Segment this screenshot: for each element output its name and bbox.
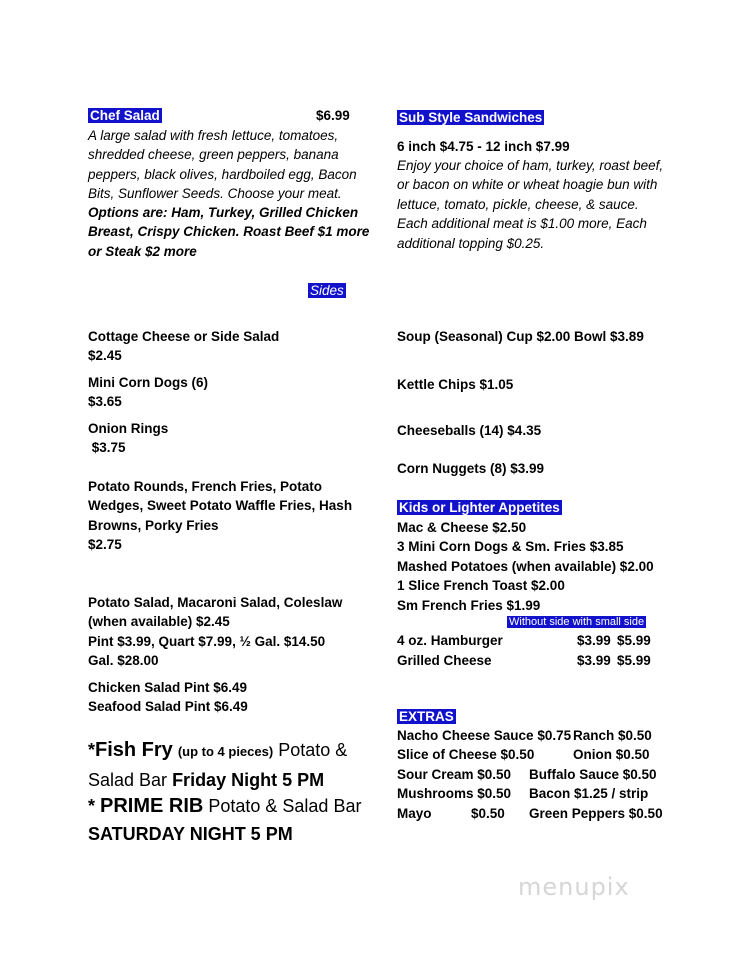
side-note-label: Without side with small side	[509, 616, 645, 628]
item-line: Potato Salad, Macaroni Salad, Coleslaw	[88, 595, 343, 610]
fish-fry-time: Friday Night 5 PM	[172, 770, 325, 790]
prime-rib-rest: Potato & Salad Bar	[203, 796, 362, 816]
kids-row-price-without: $3.99	[577, 633, 611, 648]
sides-heading	[308, 281, 346, 300]
chef-desc-line: Bits, Sunflower Seeds. Choose your meat.	[88, 186, 342, 202]
extras-table	[397, 726, 667, 826]
kettle-chips-item: Kettle Chips $1.05	[397, 377, 514, 392]
menupix-watermark: menupix	[518, 873, 630, 901]
extras-heading	[397, 707, 456, 726]
prime-rib-time: SATURDAY NIGHT 5 PM	[88, 824, 293, 844]
potato-sides-item	[88, 477, 352, 555]
prime-rib-name: PRIME RIB	[100, 795, 204, 817]
sub-description	[397, 156, 663, 253]
fish-fry-special	[88, 736, 347, 794]
kids-row-name: Grilled Cheese	[397, 653, 492, 668]
salad-pints-item	[88, 678, 248, 717]
kids-row-price-with: $5.99	[617, 633, 651, 648]
item-line: Browns, Porky Fries	[88, 517, 219, 533]
mini-corn-dogs-item	[88, 373, 208, 412]
chef-salad-price: $6.99	[316, 108, 350, 123]
extras-item: Sour Cream $0.50	[397, 766, 512, 782]
item-name: Mini Corn Dogs (6)	[88, 375, 208, 390]
sub-desc-line: Each additional meat is $1.00 more, Each	[397, 216, 647, 232]
extras-item: Slice of Cheese $0.50	[397, 747, 535, 763]
side-note	[507, 615, 646, 629]
item-name: Cottage Cheese or Side Salad	[88, 329, 280, 344]
kids-title: Kids or Lighter Appetites	[399, 500, 560, 515]
chef-options-line: Breast, Crispy Chicken. Roast Beef $1 more	[88, 224, 370, 240]
sub-desc-line: lettuce, tomato, pickle, cheese, & sauce.	[397, 196, 639, 212]
chef-salad-title: Chef Salad	[90, 108, 160, 123]
sub-sandwich-title: Sub Style Sandwiches	[399, 110, 543, 125]
fish-fry-rest: Potato &	[278, 740, 348, 760]
cottage-cheese-item	[88, 327, 279, 366]
chef-options-line: Options are: Ham, Turkey, Grilled Chicken	[88, 205, 359, 220]
kids-row-price-with: $5.99	[617, 653, 651, 668]
kids-row-price-without: $3.99	[577, 653, 611, 668]
extras-item: Green Peppers $0.50	[529, 805, 663, 821]
extras-item: Ranch $0.50	[573, 728, 652, 743]
fish-fry-note: (up to 4 pieces)	[177, 744, 274, 759]
kids-heading	[397, 498, 562, 517]
kids-item: Mac & Cheese $2.50	[397, 520, 527, 535]
corn-nuggets-item: Corn Nuggets (8) $3.99	[397, 461, 545, 476]
fish-fry-line2a: Salad Bar	[88, 770, 173, 790]
special-star: *	[88, 796, 101, 816]
fish-fry-name: Fish Fry	[95, 739, 173, 761]
item-price: $3.75	[88, 440, 126, 456]
deli-salads-item	[88, 593, 342, 671]
sub-desc-line: Enjoy your choice of ham, turkey, roast beef,	[397, 158, 664, 173]
sub-size-price: 6 inch $4.75 - 12 inch $7.99	[397, 139, 570, 154]
item-price: $2.75	[88, 537, 122, 553]
kids-item: Sm French Fries $1.99	[397, 597, 541, 613]
extras-item-price: $0.50	[471, 805, 505, 821]
item-line: Pint $3.99, Quart $7.99, ½ Gal. $14.50	[88, 633, 326, 649]
item-name: Onion Rings	[88, 421, 169, 436]
cheeseballs-item: Cheeseballs (14) $4.35	[397, 423, 542, 438]
kids-item: 3 Mini Corn Dogs & Sm. Fries $3.85	[397, 539, 624, 555]
extras-item: Bacon $1.25 / strip	[529, 786, 649, 802]
chef-salad-description	[88, 126, 357, 204]
kids-item: 1 Slice French Toast $2.00	[397, 578, 565, 594]
extras-item: Mayo	[397, 805, 432, 821]
item-price: $2.45	[88, 348, 122, 364]
item-line: Potato Rounds, French Fries, Potato	[88, 479, 323, 494]
chef-options-line: or Steak $2 more	[88, 243, 197, 259]
special-star: *	[88, 740, 96, 760]
chef-salad-options	[88, 203, 369, 261]
item-line: Chicken Salad Pint $6.49	[88, 680, 248, 695]
kids-row-name: 4 oz. Hamburger	[397, 633, 503, 648]
sub-desc-line: additional topping $0.25.	[397, 235, 545, 251]
sub-desc-line: or bacon on white or wheat hoagie bun with	[397, 177, 658, 193]
sides-heading-label: Sides	[310, 283, 344, 298]
extras-item: Mushrooms $0.50	[397, 786, 512, 802]
extras-item: Buffalo Sauce $0.50	[529, 766, 657, 782]
extras-item: Onion $0.50	[573, 747, 650, 763]
chef-desc-line: shredded cheese, green peppers, banana	[88, 147, 339, 163]
item-line: Wedges, Sweet Potato Waffle Fries, Hash	[88, 498, 353, 514]
extras-item: Nacho Cheese Sauce $0.75	[397, 728, 572, 743]
chef-desc-line: peppers, black olives, hardboiled egg, Bacon	[88, 166, 357, 182]
onion-rings-item	[88, 419, 168, 458]
item-line: Gal. $28.00	[88, 653, 159, 669]
chef-desc-line: A large salad with fresh lettuce, tomatoes,	[88, 128, 339, 143]
soup-item: Soup (Seasonal) Cup $2.00 Bowl $3.89	[397, 329, 644, 344]
kids-item: Mashed Potatoes (when available) $2.00	[397, 558, 654, 574]
item-price: $3.65	[88, 394, 122, 410]
item-line: (when available) $2.45	[88, 614, 230, 630]
kids-list	[397, 518, 654, 615]
extras-title: EXTRAS	[399, 709, 454, 724]
chef-salad-heading	[88, 106, 162, 125]
item-line: Seafood Salad Pint $6.49	[88, 699, 248, 715]
sub-sandwich-heading	[397, 108, 544, 127]
kids-price-table	[397, 631, 657, 671]
prime-rib-special	[88, 792, 361, 848]
